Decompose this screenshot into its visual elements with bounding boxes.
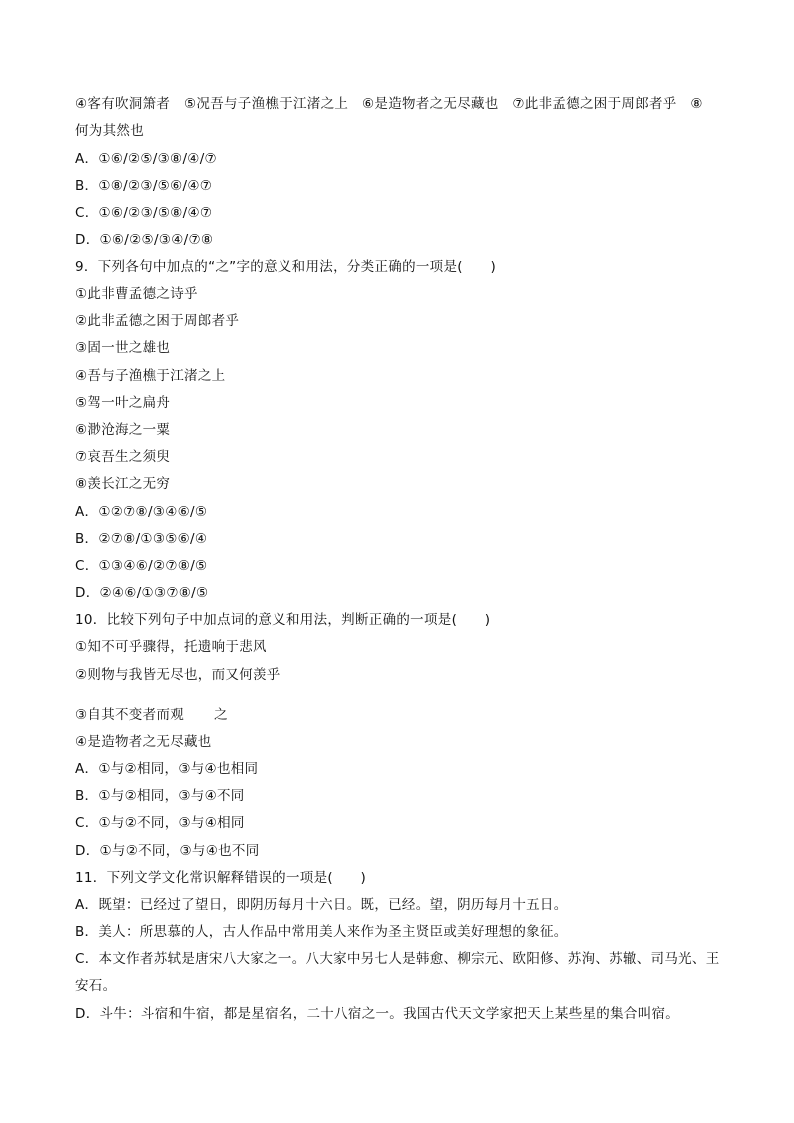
q11-option-a[interactable]: A．既望：已经过了望日，即阴历每月十六日。既，已经。望，阴历每月十五日。 — [75, 897, 568, 913]
q10-stem: 10．比较下列句子中加点词的意义和用法，判断正确的一项是( ) — [75, 612, 491, 628]
q9-option-c[interactable]: C．①③④⑥/②⑦⑧/⑤ — [75, 558, 208, 574]
q8-option-a[interactable]: A．①⑥/②⑤/③⑧/④/⑦ — [75, 151, 217, 167]
q9-option-a[interactable]: A．①②⑦⑧/③④⑥/⑤ — [75, 504, 208, 520]
q10-item: ②则物与我皆无尽也，而又何羡乎 — [75, 667, 281, 683]
q9-item: ②此非孟德之困于周郎者乎 — [75, 313, 240, 329]
q9-item: ⑦哀吾生之须臾 — [75, 449, 171, 465]
q10-item-suffix: 之 — [214, 707, 228, 723]
q8-items-line-continued: 何为其然也 — [75, 123, 144, 139]
q9-item: ⑧羡长江之无穷 — [75, 476, 171, 492]
q9-item: ⑤驾一叶之扁舟 — [75, 395, 171, 411]
q8-option-b[interactable]: B．①⑧/②③/⑤⑥/④⑦ — [75, 178, 213, 194]
q8-items-line: ④客有吹洞箫者 ⑤况吾与子渔樵于江渚之上 ⑥是造物者之无尽藏也 ⑦此非孟德之困于周郎者乎 ⑧ — [75, 96, 703, 112]
q9-stem: 9．下列各句中加点的“之”字的意义和用法，分类正确的一项是( ) — [75, 259, 497, 275]
q11-option-c[interactable]: C．本文作者苏轼是唐宋八大家之一。八大家中另七人是韩愈、柳宗元、欧阳修、苏洵、苏辙、司马光、王 — [75, 951, 720, 967]
q8-option-d[interactable]: D．①⑥/②⑤/③④/⑦⑧ — [75, 232, 214, 248]
q10-item: ④是造物者之无尽藏也 — [75, 734, 212, 750]
q9-option-d[interactable]: D．②④⑥/①③⑦⑧/⑤ — [75, 585, 209, 601]
q10-option-a[interactable]: A．①与②相同，③与④也相同 — [75, 761, 259, 777]
q10-option-d[interactable]: D．①与②不同，③与④也不同 — [75, 843, 260, 859]
q10-item: ①知不可乎骤得，托遗响于悲风 — [75, 639, 267, 655]
q9-item: ⑥渺沧海之一粟 — [75, 422, 171, 438]
q9-item: ④吾与子渔樵于江渚之上 — [75, 368, 226, 384]
q9-item: ③固一世之雄也 — [75, 340, 171, 356]
q8-option-c[interactable]: C．①⑥/②③/⑤⑧/④⑦ — [75, 205, 213, 221]
q10-option-b[interactable]: B．①与②相同，③与④不同 — [75, 788, 245, 804]
q10-option-c[interactable]: C．①与②不同，③与④相同 — [75, 815, 245, 831]
q11-option-b[interactable]: B．美人：所思慕的人，古人作品中常用美人来作为圣主贤臣或美好理想的象征。 — [75, 924, 568, 940]
q9-item: ①此非曹孟德之诗乎 — [75, 286, 198, 302]
q11-stem: 11．下列文学文化常识解释错误的一项是( ) — [75, 870, 367, 886]
q9-option-b[interactable]: B．②⑦⑧/①③⑤⑥/④ — [75, 531, 208, 547]
q10-item: ③自其不变者而观 — [75, 707, 185, 723]
q11-option-c-continued: 安石。 — [75, 978, 117, 994]
q11-option-d[interactable]: D．斗牛：斗宿和牛宿，都是星宿名，二十八宿之一。我国古代天文学家把天上某些星的集合叫宿。 — [75, 1006, 680, 1022]
